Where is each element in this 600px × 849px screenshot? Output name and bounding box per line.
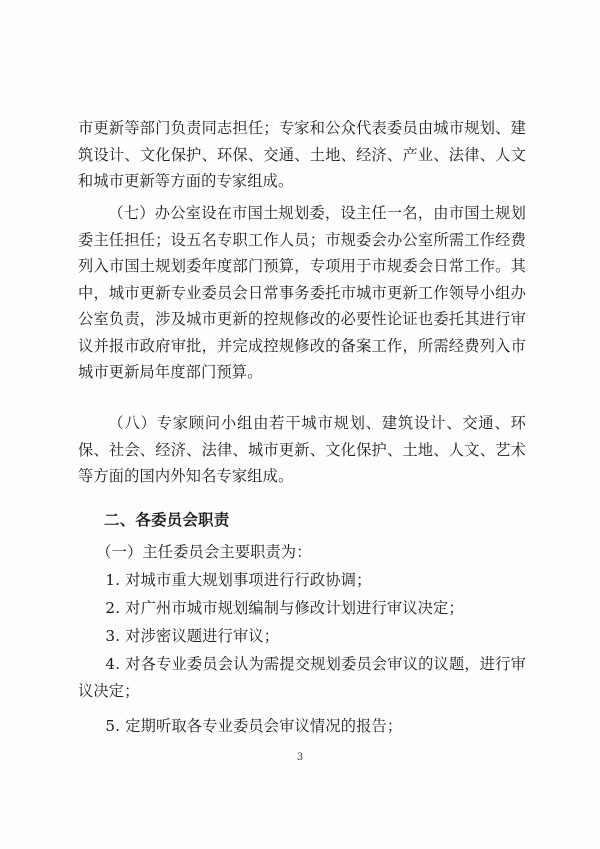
paragraph-office: （七）办公室设在市国土规划委，设主任一名，由市国土规划委主任担任；设五名专职工作人员；市规委会办公室所需工作经费列入市国土规划委年度部门预算，专项用于市规委会日常工作。其中，城市更新专业委员会日常事务委托市城市更新工作领导小组办公室负责，涉及城市更新的控规修改的必要性论证也委托其进行审议并报市政府审批，并完成控规修改的备案工作，所需经费列入市城市更新局年度部门预算。 — [78, 204, 526, 381]
list-item: 1. 对城市重大规划事项进行行政协调； — [105, 571, 372, 589]
list-item: 2. 对广州市城市规划编制与修改计划进行审议决定； — [105, 599, 464, 617]
list-item: 5. 定期听取各专业委员会审议情况的报告； — [105, 717, 403, 735]
paragraph-committee-members: 市更新等部门负责同志担任；专家和公众代表委员由城市规划、建筑设计、文化保护、环保、交通、土地、经济、产业、法律、人文和城市更新等方面的专家组成。 — [78, 119, 526, 190]
list-item: 4. 对各专业委员会认为需提交规划委员会审议的议题，进行审议决定； — [78, 655, 526, 700]
page-number: 3 — [296, 752, 304, 763]
section-heading: 二、各委员会职责 — [104, 511, 230, 529]
list-item: （一）主任委员会主要职责为： — [96, 543, 312, 561]
paragraph-expert-group: （八）专家顾问小组由若干城市规划、建筑设计、交通、环保、社会、经济、法律、城市更新、文化保护、土地、人文、艺术等方面的国内外知名专家组成。 — [78, 414, 526, 485]
list-item: 3. 对涉密议题进行审议； — [105, 627, 280, 645]
